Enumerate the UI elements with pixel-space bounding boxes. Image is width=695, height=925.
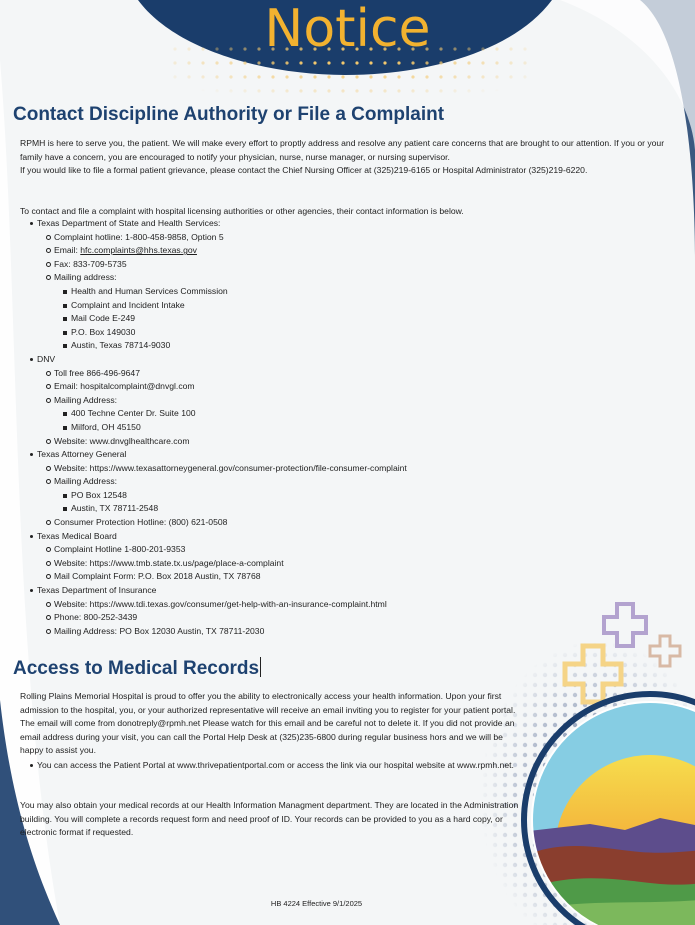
list-item: Mailing Address: bbox=[20, 475, 580, 489]
list-item: Milford, OH 45150 bbox=[20, 421, 580, 435]
email-label: Email: bbox=[54, 245, 81, 256]
list-item: Mail Complaint Form: P.O. Box 2018 Austin, TX 78768 bbox=[20, 570, 580, 584]
list-item: Complaint Hotline 1-800-201-9353 bbox=[20, 543, 580, 557]
list-item: Mail Code E-249 bbox=[20, 312, 580, 326]
footer-note: HB 4224 Effective 9/1/2025 bbox=[270, 899, 363, 908]
plus-cross-icon bbox=[604, 604, 646, 646]
list-item: Texas Department of Insurance bbox=[20, 584, 580, 598]
list-item: PO Box 12548 bbox=[20, 489, 580, 503]
records-paragraph: You may also obtain your medical records at our Health Information Managment department. They are located in the Administration building. You will complete a records request form and need proof of ID. Your records can be provided to you as a hard copy, or electronic format if requested. bbox=[20, 800, 519, 838]
list-item: Complaint hotline: 1-800-458-9858, Option 5 bbox=[20, 231, 580, 245]
list-item: Website: https://www.tmb.state.tx.us/page/place-a-complaint bbox=[20, 557, 580, 571]
contact-lead-paragraph: To contact and file a complaint with hospital licensing authorities or other agencies, their contact information is below. bbox=[20, 206, 464, 216]
list-item: Mailing address: bbox=[20, 271, 580, 285]
list-item: Texas Department of State and Health Services: bbox=[20, 217, 580, 231]
list-item: DNV bbox=[20, 353, 580, 367]
list-item: Austin, Texas 78714-9030 bbox=[20, 339, 580, 353]
list-item: Mailing Address: PO Box 12030 Austin, TX 78711-2030 bbox=[20, 625, 580, 639]
records-section-heading[interactable] bbox=[13, 657, 261, 680]
records-heading-text: Access to Medical Records bbox=[13, 658, 260, 679]
list-item: Austin, TX 78711-2548 bbox=[20, 502, 580, 516]
agency-list bbox=[20, 217, 580, 638]
list-item: Mailing Address: bbox=[20, 394, 580, 408]
list-item: Consumer Protection Hotline: (800) 621-0508 bbox=[20, 516, 580, 530]
grievance-paragraph: If you would like to file a formal patient grievance, please contact the Chief Nursing Officer at (325)219-6165 or Hospital Administrator (325)219-6220. bbox=[20, 165, 588, 175]
list-item: Texas Attorney General bbox=[20, 448, 580, 462]
portal-bullet: You can access the Patient Portal at www.thrivepatientportal.com or access the link via our hospital website at www.rpmh.net. bbox=[20, 759, 520, 773]
complaint-section-heading: Contact Discipline Authority or File a Complaint bbox=[13, 104, 445, 125]
list-item: Toll free 866-496-9647 bbox=[20, 367, 580, 381]
list-item: Website: https://www.texasattorneygeneral.gov/consumer-protection/file-consumer-complaint bbox=[20, 462, 580, 476]
list-item: Complaint and Incident Intake bbox=[20, 299, 580, 313]
intro-paragraph: RPMH is here to serve you, the patient. We will make every effort to proptly address and resolve any patient care concerns that are brought to our attention. If you or your family have a concern, you are encouraged to notify your physician, nurse, nurse manager, or nursing supervisor. bbox=[20, 138, 665, 162]
text-cursor bbox=[260, 657, 261, 677]
portal-paragraph: Rolling Plains Memorial Hospital is proud to offer you the ability to electronically access your health information. Upon your first admission to the hospital, you, or your authorized representative will receive an email inviting you to register for your patient portal. The email will come from donotreply@rpmh.net Please watch for this email and be careful not to delete it. If you did not provide an email address during your visit, you can call the Portal Help Desk at (325)235-6800 during regular business hors and we will be happy to assist you. bbox=[20, 691, 516, 756]
list-item: 400 Techne Center Dr. Suite 100 bbox=[20, 407, 580, 421]
list-item: Email: hospitalcomplaint@dnvgl.com bbox=[20, 380, 580, 394]
list-item: Website: https://www.tdi.texas.gov/consumer/get-help-with-an-insurance-complaint.html bbox=[20, 598, 580, 612]
notice-title: Notice bbox=[264, 0, 431, 59]
list-item bbox=[20, 244, 580, 258]
email-link[interactable]: hfc.complaints@hhs.texas.gov bbox=[80, 245, 197, 256]
list-item: Fax: 833-709-5735 bbox=[20, 258, 580, 272]
list-item: Website: www.dnvglhealthcare.com bbox=[20, 435, 580, 449]
list-item: Health and Human Services Commission bbox=[20, 285, 580, 299]
list-item: P.O. Box 149030 bbox=[20, 326, 580, 340]
list-item: Texas Medical Board bbox=[20, 530, 580, 544]
list-item: Phone: 800-252-3439 bbox=[20, 611, 580, 625]
